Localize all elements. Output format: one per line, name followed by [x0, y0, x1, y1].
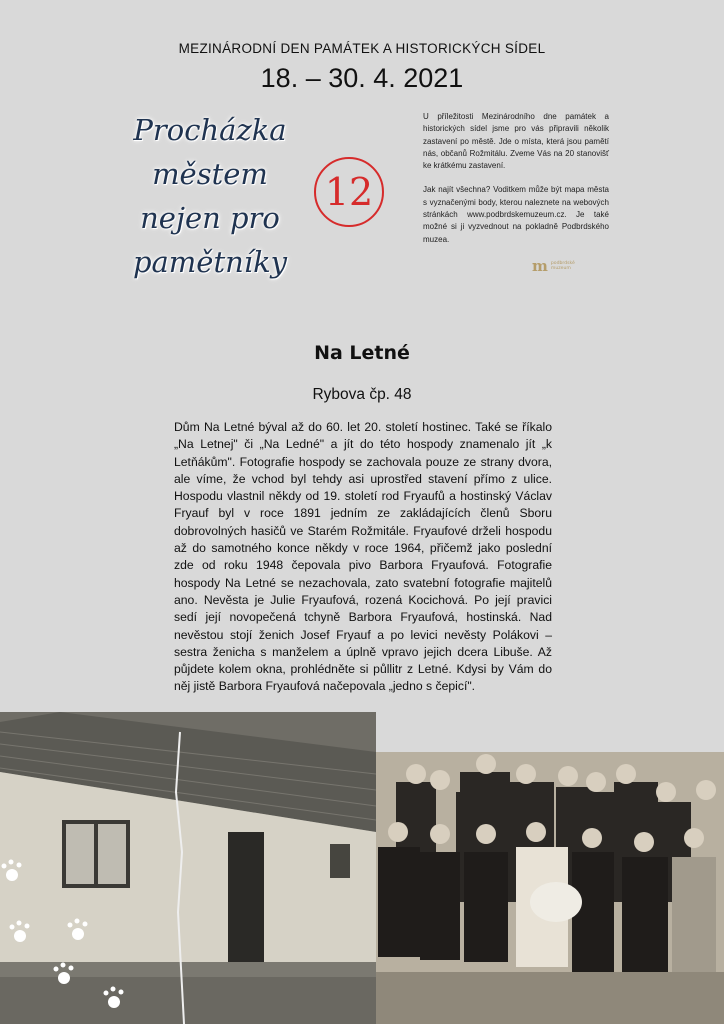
- walk-title-line: pamětníky: [132, 245, 288, 279]
- intro-paragraph: U příležitosti Mezinárodního dne památek a historických sídel jsme pro vás připravili několik zastavení po městě. Jde o místa, která jsou pamětí nás, občanů Rožmitálu. Zveme Vás na 20 stanovišť ke krátkému zastavení.: [423, 112, 609, 171]
- museum-logo-mark: m: [532, 257, 548, 275]
- museum-logo: [532, 257, 575, 275]
- wedding-photo: [376, 752, 724, 1024]
- intro-text: [423, 111, 609, 258]
- stop-number-badge: [314, 157, 384, 227]
- house-photo: [0, 712, 376, 1024]
- section-title: Na Letné: [314, 342, 410, 364]
- walk-title-line: městem: [152, 157, 268, 191]
- event-date: 18. – 30. 4. 2021: [260, 63, 464, 93]
- stop-number: 12: [324, 170, 374, 214]
- walk-title-line: Procházka: [133, 113, 287, 147]
- walk-title-line: nejen pro: [140, 201, 280, 235]
- walk-title: [120, 108, 300, 284]
- event-title: MEZINÁRODNÍ DEN PAMÁTEK A HISTORICKÝCH SÍDEL: [178, 41, 546, 56]
- museum-logo-text: podbrdské muzeum: [550, 261, 575, 271]
- address: Rybova čp. 48: [312, 386, 412, 403]
- body-text: Dům Na Letné býval až do 60. let 20. století hostinec. Také se říkalo „Na Letnej" či „Na Ledné" a jít do této hospody znamenalo jít „k Letňákům". Fotografie hospody se zachovala pouze ze strany dvora, ale víme, že vchod byl tehdy asi uprostřed stavení přímo z ulice. Hospodu vlastnil někdy od 19. století rod Fryaufů a hostinský Václav Fryauf byl v roce 1891 jedním ze zakládajících členů Sboru dobrovolných hasičů ve Starém Rožmitále. Fryaufové drželi hospodu až do samotného konce někdy v roce 1964, přičemž jako poslední zde od roku 1948 čepovala pivo Barbora Fryaufová. Fotografie hospody Na Letné se nezachovala, zato svatební fotografie majitelů ano. Nevěsta je Julie Fryaufová, rozená Kocichová. Po její pravici sedí její novopečená tchyně Barbora Fryaufová, hostinská. Nad nevěstou stojí ženich Josef Fryauf a po levici nevěsty Polákovi – sestra ženicha s manželem a úplně vpravo jejich dcera Libuše. Až půjdete kolem okna, prohlédněte si půllitr z Letné. Kdysi by Vám do něj jistě Barbora Fryaufová načepovala „jedno s čepicí".: [174, 420, 552, 694]
- intro-paragraph: Jak najít všechna? Voditkem může být mapa města s vyznačenými body, kterou naleznete na webových stránkách www.podbrdskemuzeum.cz. Je také možné si ji vyzvednout na pokladně Podbrdského muzea.: [423, 185, 609, 244]
